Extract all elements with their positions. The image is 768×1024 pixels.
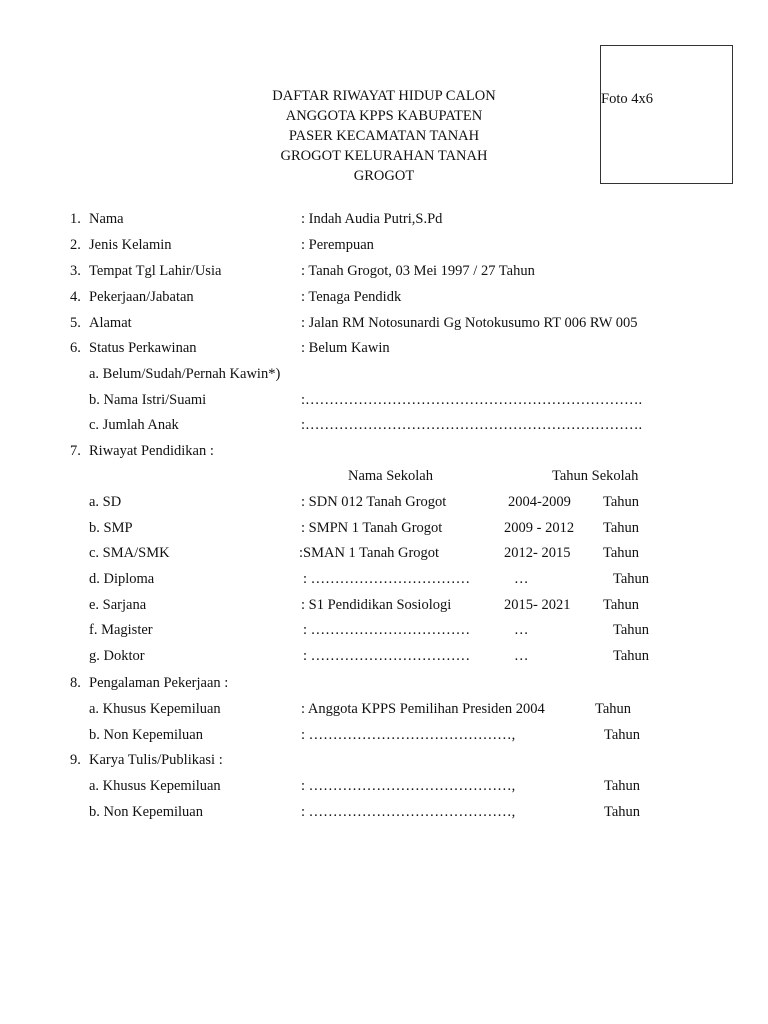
education-school: :SMAN 1 Tanah Grogot bbox=[299, 545, 440, 561]
title-line: GROGOT bbox=[353, 168, 415, 184]
writing-sub-value: : ……………………………………, bbox=[301, 778, 516, 794]
education-unit: Tahun bbox=[613, 648, 650, 664]
education-level: d. Diploma bbox=[89, 571, 155, 587]
title-line: ANGGOTA KPPS KABUPATEN bbox=[285, 108, 483, 124]
education-unit: Tahun bbox=[613, 571, 650, 587]
education-year: 2009 - 2012 bbox=[504, 520, 575, 536]
item-number: 6. bbox=[70, 340, 81, 356]
writing-label: Karya Tulis/Publikasi : bbox=[89, 752, 223, 768]
gender-value: : Perempuan bbox=[301, 237, 374, 253]
item-number: 2. bbox=[70, 237, 81, 253]
education-year: … bbox=[514, 571, 529, 587]
marital-sub-label: a. Belum/Sudah/Pernah Kawin*) bbox=[89, 366, 281, 382]
school-column-header: Nama Sekolah bbox=[348, 468, 433, 484]
birth-value: : Tanah Grogot, 03 Mei 1997 / 27 Tahun bbox=[301, 263, 535, 279]
education-unit: Tahun bbox=[603, 520, 640, 536]
education-level: g. Doktor bbox=[89, 648, 145, 664]
writing-sub-label: a. Khusus Kepemiluan bbox=[89, 778, 221, 794]
spouse-label: b. Nama Istri/Suami bbox=[89, 392, 207, 408]
title-line: GROGOT KELURAHAN TANAH bbox=[280, 148, 488, 164]
work-sub-label: a. Khusus Kepemiluan bbox=[89, 701, 221, 717]
education-level: a. SD bbox=[89, 494, 122, 510]
work-sub-label: b. Non Kepemiluan bbox=[89, 727, 203, 743]
occupation-label: Pekerjaan/Jabatan bbox=[89, 289, 194, 305]
work-sub-unit: Tahun bbox=[604, 727, 641, 743]
spouse-value: :……………………………………………………………. bbox=[301, 392, 643, 408]
writing-sub-label: b. Non Kepemiluan bbox=[89, 804, 203, 820]
item-number: 9. bbox=[70, 752, 81, 768]
item-number: 4. bbox=[70, 289, 81, 305]
education-year: … bbox=[514, 648, 529, 664]
education-unit: Tahun bbox=[613, 622, 650, 638]
title-line: PASER KECAMATAN TANAH bbox=[288, 128, 480, 144]
children-value: :……………………………………………………………. bbox=[301, 417, 643, 433]
education-school: : S1 Pendidikan Sosiologi bbox=[301, 597, 452, 613]
marital-status-label: Status Perkawinan bbox=[89, 340, 197, 356]
writing-sub-unit: Tahun bbox=[604, 778, 641, 794]
education-level: f. Magister bbox=[89, 622, 153, 638]
education-year: 2015- 2021 bbox=[504, 597, 571, 613]
education-school: : SMPN 1 Tanah Grogot bbox=[301, 520, 443, 536]
writing-sub-value: : ……………………………………, bbox=[301, 804, 516, 820]
education-level: e. Sarjana bbox=[89, 597, 147, 613]
education-school: : …………………………… bbox=[303, 648, 471, 664]
birth-label: Tempat Tgl Lahir/Usia bbox=[89, 263, 222, 279]
name-label: Nama bbox=[89, 211, 124, 227]
work-sub-value: : ……………………………………, bbox=[301, 727, 516, 743]
item-number: 5. bbox=[70, 315, 81, 331]
item-number: 8. bbox=[70, 675, 81, 691]
item-number: 1. bbox=[70, 211, 81, 227]
document-title bbox=[234, 86, 534, 186]
photo-label: Foto 4x6 bbox=[601, 91, 653, 107]
education-school: : …………………………… bbox=[303, 571, 471, 587]
year-column-header: Tahun Sekolah bbox=[552, 468, 639, 484]
education-level: b. SMP bbox=[89, 520, 133, 536]
address-label: Alamat bbox=[89, 315, 132, 331]
marital-status-value: : Belum Kawin bbox=[301, 340, 390, 356]
work-label: Pengalaman Pekerjaan : bbox=[89, 675, 229, 691]
item-number: 7. bbox=[70, 443, 81, 459]
education-year: 2012- 2015 bbox=[504, 545, 571, 561]
work-sub-unit: Tahun bbox=[595, 701, 632, 717]
gender-label: Jenis Kelamin bbox=[89, 237, 172, 253]
item-number: 3. bbox=[70, 263, 81, 279]
title-line: DAFTAR RIWAYAT HIDUP CALON bbox=[272, 88, 496, 104]
education-year: 2004-2009 bbox=[508, 494, 571, 510]
education-level: c. SMA/SMK bbox=[89, 545, 170, 561]
name-value: : Indah Audia Putri,S.Pd bbox=[301, 211, 443, 227]
education-unit: Tahun bbox=[603, 545, 640, 561]
education-year: … bbox=[514, 622, 529, 638]
address-value: : Jalan RM Notosunardi Gg Notokusumo RT 006 RW 005 bbox=[301, 315, 638, 331]
work-sub-value: : Anggota KPPS Pemilihan Presiden 2004 bbox=[301, 701, 545, 717]
education-school: : SDN 012 Tanah Grogot bbox=[301, 494, 447, 510]
education-unit: Tahun bbox=[603, 494, 640, 510]
education-school: : …………………………… bbox=[303, 622, 471, 638]
children-label: c. Jumlah Anak bbox=[89, 417, 179, 433]
education-label: Riwayat Pendidikan : bbox=[89, 443, 214, 459]
occupation-value: : Tenaga Pendidk bbox=[301, 289, 402, 305]
writing-sub-unit: Tahun bbox=[604, 804, 641, 820]
education-unit: Tahun bbox=[603, 597, 640, 613]
photo-placeholder-box bbox=[600, 45, 733, 184]
